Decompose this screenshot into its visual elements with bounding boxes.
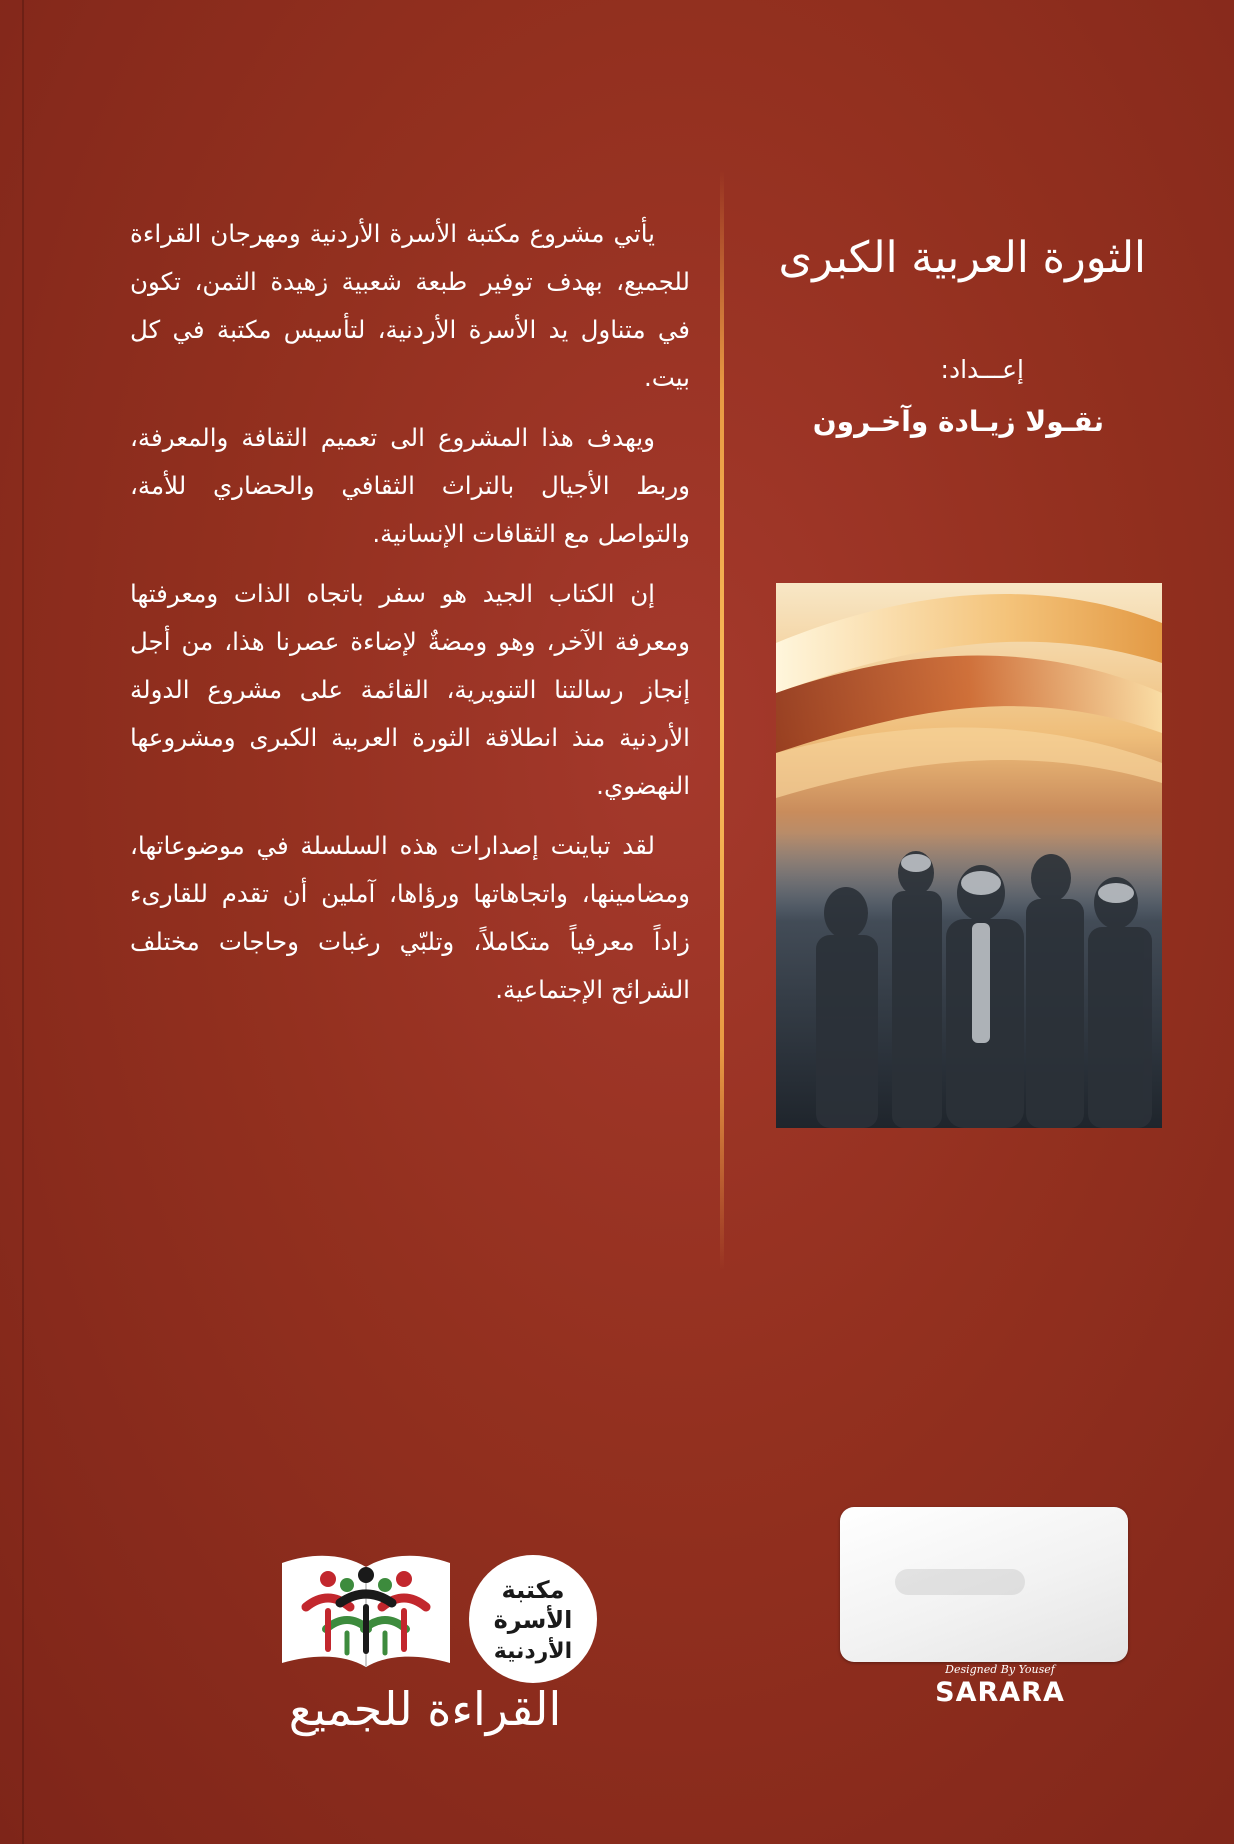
prepared-by-label: إعـــداد:	[940, 355, 1024, 384]
gold-divider-line	[720, 170, 724, 1270]
reading-for-all-logo	[276, 1545, 456, 1670]
library-logo-line-2: الأسرة	[493, 1606, 573, 1634]
designer-credit	[920, 1662, 1080, 1708]
designer-credit-line: Designed By Yousef	[945, 1663, 1055, 1676]
blurb-paragraph: لقد تباينت إصدارات هذه السلسلة في موضوعاتها، ومضامينها، واتجاهاتها ورؤاها، آملين أن تقدم للقارىء زاداً معرفياً متكاملاً، وتلبّي رغبات وحاجات مختلف الشرائح الإجتماعية.	[130, 831, 690, 1004]
blurb-text	[130, 210, 690, 1026]
barcode-sticker	[840, 1507, 1128, 1662]
blurb-paragraph: يأتي مشروع مكتبة الأسرة الأردنية ومهرجان القراءة للجميع، بهدف توفير طبعة شعبية زهيدة الثمن، تكون في متناول يد الأسرة الأردنية، لتأسيس مكتبة في كل بيت.	[130, 219, 690, 392]
historical-photo-image	[776, 583, 1162, 1128]
author-name: نقـولا زيـادة وآخـرون	[812, 405, 1104, 438]
open-book-people-icon	[276, 1545, 456, 1670]
book-title: الثورة العربية الكبرى	[778, 233, 1146, 283]
spine-edge	[22, 0, 24, 1844]
family-library-logo	[466, 1552, 600, 1686]
blurb-paragraph: إن الكتاب الجيد هو سفر باتجاه الذات ومعرفتها ومعرفة الآخر، وهو ومضةٌ لإضاءة عصرنا هذا، من أجل إنجاز رسالتنا التنويرية، القائمة على مشروع الدولة الأردنية منذ انطلاقة الثورة العربية الكبرى ومشروعها النهضوي.	[130, 579, 690, 800]
cover-photo	[776, 583, 1162, 1128]
library-logo-line-1: مكتبة	[501, 1576, 565, 1604]
blurb-paragraph: ويهدف هذا المشروع الى تعميم الثقافة والمعرفة، وربط الأجيال بالتراث الثقافي والحضاري للأمة، والتواصل مع الثقافات الإنسانية.	[130, 423, 690, 548]
designer-brand-logo: SARARA	[935, 1677, 1065, 1708]
reading-for-all-caption: القراءة للجميع	[288, 1682, 562, 1736]
library-seal-icon	[466, 1552, 600, 1686]
library-logo-line-3: الأردنية	[493, 1639, 573, 1664]
sticker-smudge	[895, 1569, 1025, 1595]
